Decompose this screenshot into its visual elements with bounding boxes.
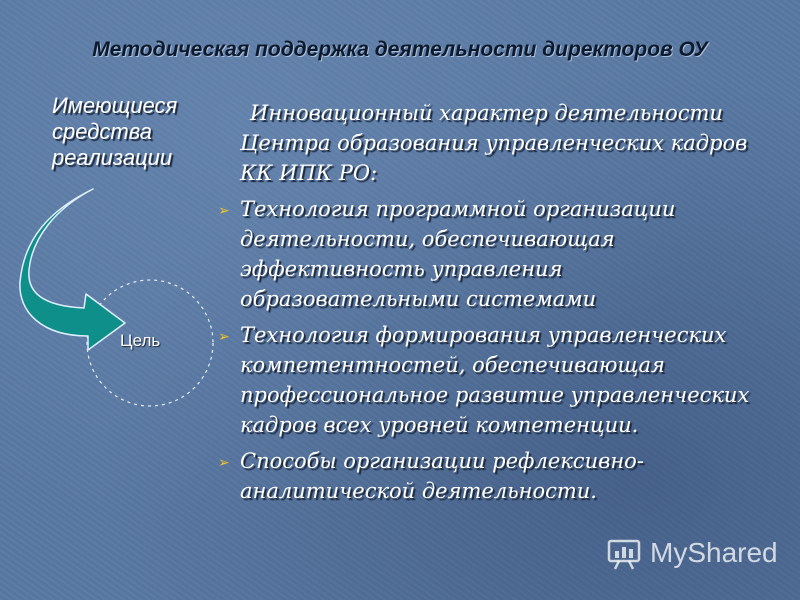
left-heading: Имеющиеся средства реализации: [52, 93, 178, 170]
arrow-bullet-icon: ➢: [218, 203, 230, 219]
watermark-text: MyShared: [650, 537, 778, 568]
watermark-logo: [606, 535, 778, 571]
list-item-text: Технология формирования управленческих компетентностей, обеспечивающая профессиональное развитие управленческих кадров всех уровней компетенции.: [240, 323, 750, 437]
slide-title: Методическая поддержка деятельности директоров ОУ: [92, 38, 708, 61]
list-item: [218, 446, 773, 506]
intro-text: Инновационный характер деятельности Центра образования управленческих кадров КК ИПК РО:: [240, 101, 748, 185]
arrow-bullet-icon: ➢: [218, 455, 230, 471]
list-item: [218, 194, 773, 314]
arrow-bullet-icon: ➢: [218, 329, 230, 345]
bullet-list: [218, 194, 773, 506]
curved-arrow-icon: [20, 189, 125, 350]
list-item: [218, 320, 773, 440]
presentation-board-icon: [606, 535, 642, 571]
goal-diagram: [0, 180, 230, 420]
goal-label: Цель: [120, 331, 161, 350]
list-item-text: Способы организации рефлексивно-аналитической деятельности.: [240, 449, 644, 503]
list-item-text: Технология программной организации деятельности, обеспечивающая эффективность управления образовательными системами: [240, 197, 676, 311]
content-block: [218, 98, 773, 512]
